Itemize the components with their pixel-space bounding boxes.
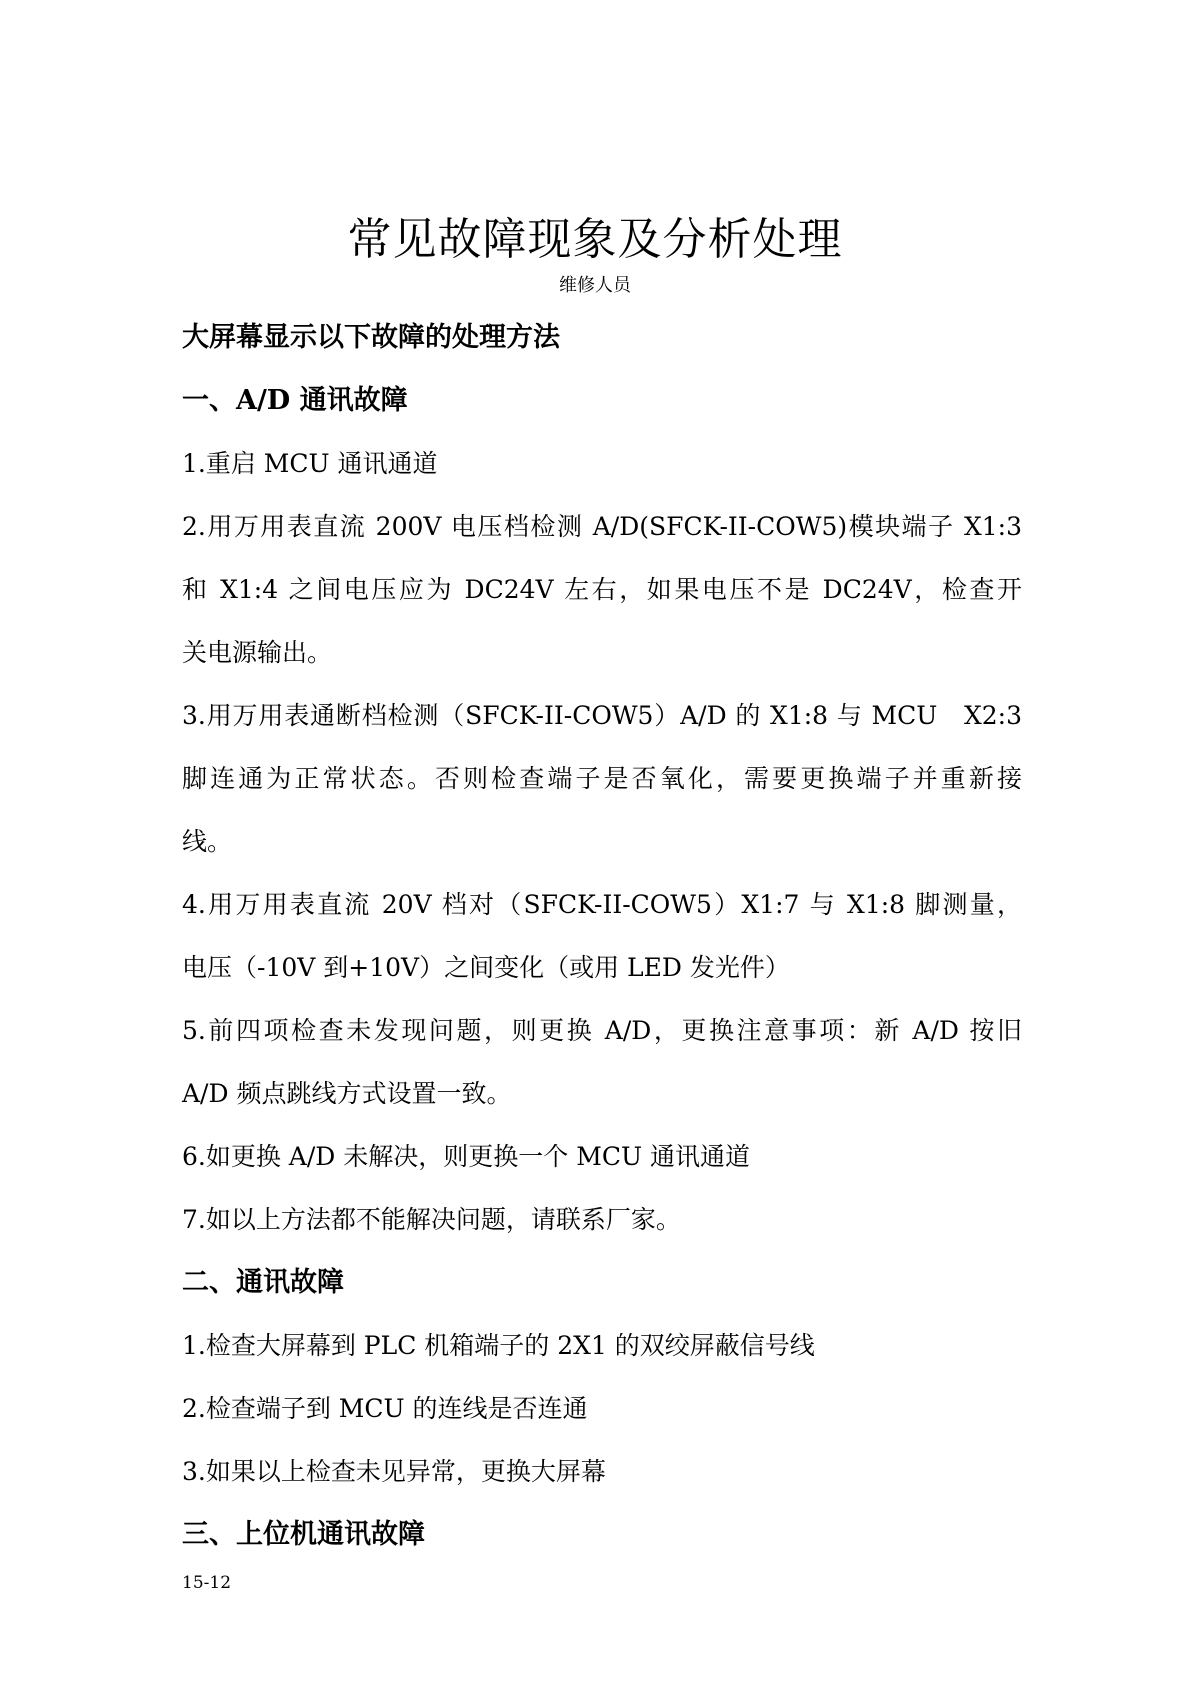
paragraph-line: 2.用万用表直流 200V 电压档检测 A/D(SFCK-II-COW5)模块端子 X1:3 <box>182 512 1022 541</box>
paragraph-line: 4.用万用表直流 20V 档对（SFCK-II-COW5）X1:7 与 X1:8 脚测量， <box>182 890 1022 919</box>
section-heading: 二、通讯故障 <box>182 1267 344 1298</box>
paragraph-line: 6.如更换 A/D 未解决，则更换一个 MCU 通讯通道 <box>182 1142 750 1171</box>
document-body <box>182 306 1022 1566</box>
paragraph-line: 7.如以上方法都不能解决问题，请联系厂家。 <box>182 1205 681 1234</box>
section-heading: 大屏幕显示以下故障的处理方法 <box>182 322 560 353</box>
section-heading: 一、A/D 通讯故障 <box>182 385 408 416</box>
paragraph-line: 3.如果以上检查未见异常，更换大屏幕 <box>182 1457 606 1486</box>
paragraph-line: 2.检查端子到 MCU 的连线是否连通 <box>182 1394 588 1423</box>
paragraph-line: 3.用万用表通断档检测（SFCK-II-COW5）A/D 的 X1:8 与 MCU X2:3 <box>182 701 1022 730</box>
paragraph-line: A/D 频点跳线方式设置一致。 <box>182 1079 512 1108</box>
paragraph-line: 关电源输出。 <box>182 638 333 667</box>
paragraph-line: 和 X1:4 之间电压应为 DC24V 左右，如果电压不是 DC24V，检查开 <box>182 575 1022 604</box>
paragraph-line: 5.前四项检查未发现问题，则更换 A/D，更换注意事项：新 A/D 按旧 <box>182 1016 1022 1045</box>
page-number: 15-12 <box>182 1573 232 1593</box>
paragraph-line: 线。 <box>182 827 233 856</box>
paragraph-line: 1.检查大屏幕到 PLC 机箱端子的 2X1 的双绞屏蔽信号线 <box>182 1331 815 1360</box>
paragraph-line: 电压（-10V 到+10V）之间变化（或用 LED 发光件） <box>182 953 790 982</box>
section-heading: 三、上位机通讯故障 <box>182 1519 425 1550</box>
paragraph-line: 脚连通为正常状态。否则检查端子是否氧化，需要更换端子并重新接 <box>182 764 1022 793</box>
document-title: 常见故障现象及分析处理 <box>347 214 843 265</box>
document-subtitle: 维修人员 <box>559 275 631 296</box>
paragraph-line: 1.重启 MCU 通讯通道 <box>182 449 438 478</box>
